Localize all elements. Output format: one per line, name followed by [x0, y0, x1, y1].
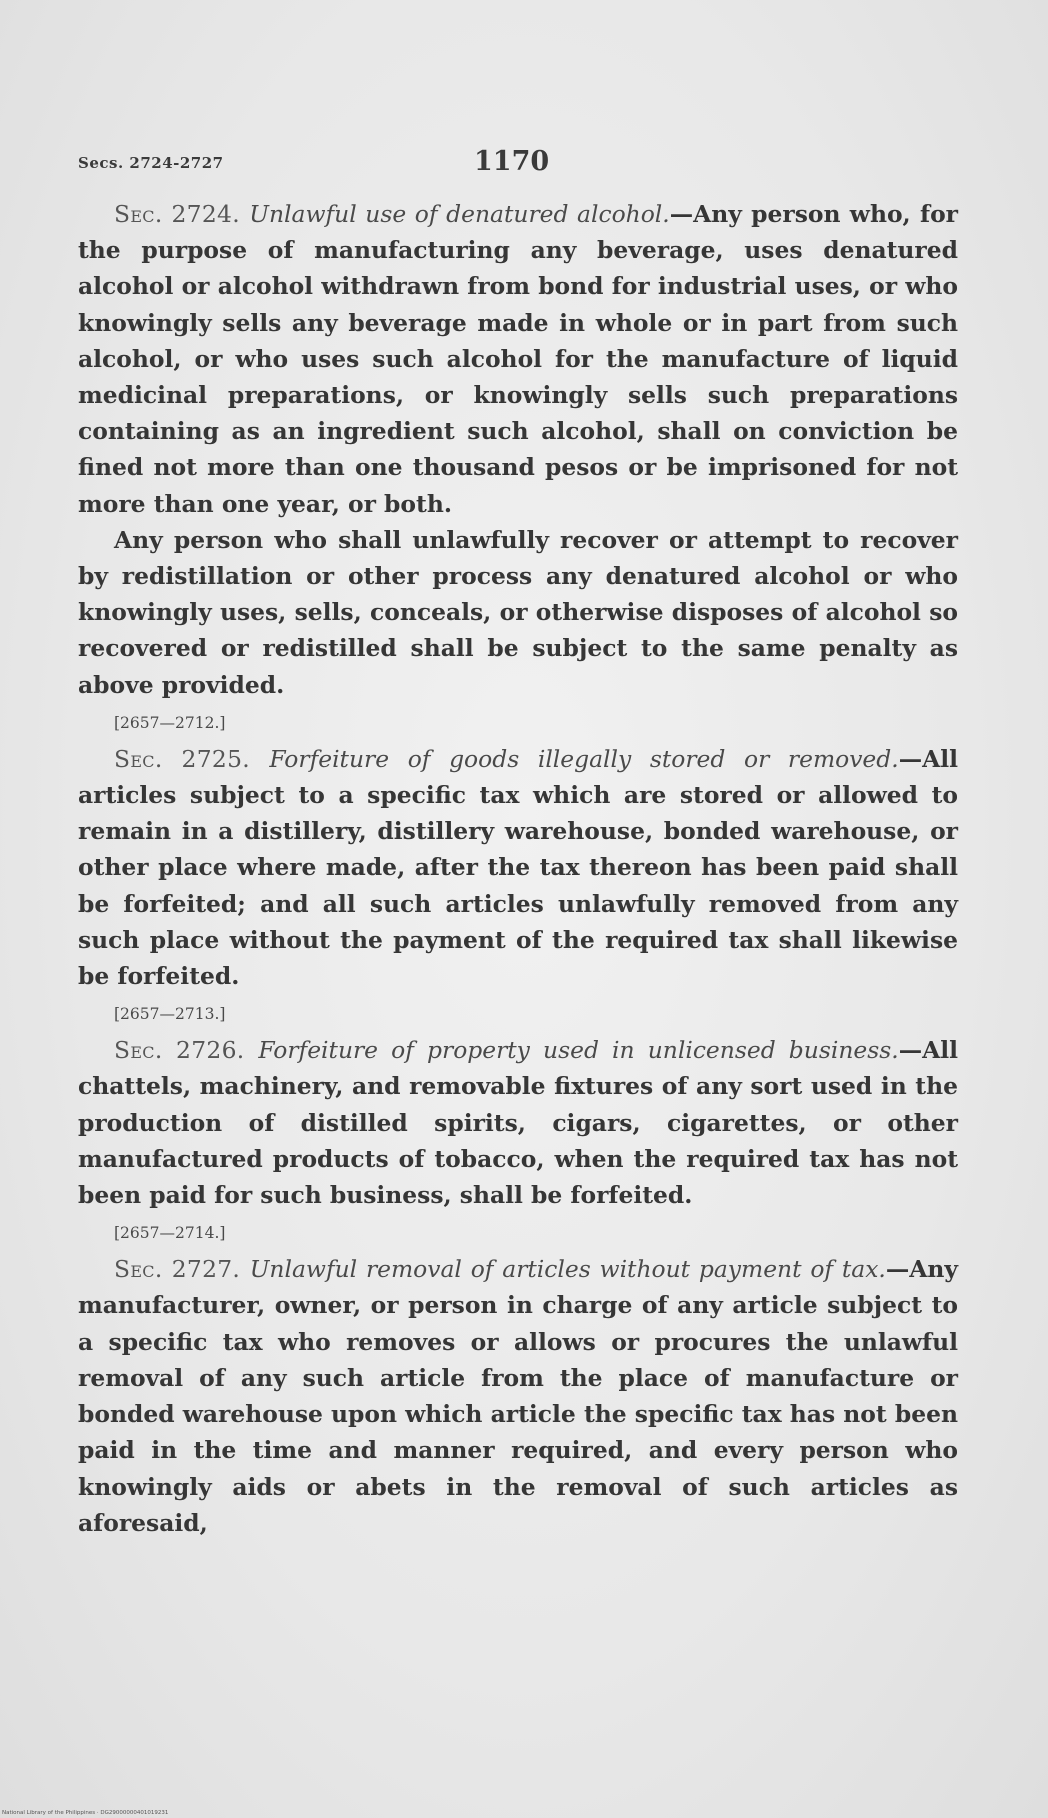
- section-2724-paragraph: [78, 196, 958, 522]
- section-2725-paragraph: [78, 741, 958, 994]
- citation: [2657—2712.]: [114, 713, 226, 732]
- running-head: Secs. 2724-2727: [78, 154, 224, 172]
- section-title: Forfeiture of property used in unlicensed business.: [258, 1036, 899, 1065]
- section-label: Sec. 2724.: [114, 200, 240, 228]
- section-2724-second-paragraph: Any person who shall unlawfully recover or attempt to recover by redistillation or other process any denatured alcohol or who knowingly uses, sells, conceals, or otherwise disposes of alcohol so recovered or redistilled shall be subject to the same penalty as above provided.: [78, 525, 958, 699]
- section-text: —All chattels, machinery, and removable fixtures of any sort used in the production of distilled spirits, cigars, cigarettes, or other manufactured products of tobacco, when the required tax has not been paid for such business, shall be forfeited.: [78, 1036, 958, 1210]
- section-title: Unlawful use of denatured alcohol.: [249, 200, 670, 228]
- body-text: [78, 196, 958, 1541]
- section-text: —Any person who, for the purpose of manufacturing any beverage, uses denatured alcohol or alcohol withdrawn from bond for industrial uses, or who knowingly sells any beverage made in whole or in part from such alcohol, or who uses such alcohol for the manufacture of liquid medicinal preparations, or knowingly sells such preparations containing as an ingredient such alcohol, shall on conviction be fined not more than one thousand pesos or be imprisoned for not more than one year, or both.: [78, 200, 958, 518]
- page-header: [78, 146, 958, 186]
- citation: [2657—2714.]: [114, 1224, 226, 1243]
- section-text: —All articles subject to a specific tax which are stored or allowed to remain in a distillery, distillery warehouse, bonded warehouse, or other place where made, after the tax thereon has been paid shall be forfeited; and all such articles unlawfully removed from any such place without the payment of the required tax shall likewise be forfeited.: [78, 744, 958, 991]
- page-number: 1170: [474, 146, 550, 177]
- section-label: Sec. 2726.: [114, 1036, 245, 1065]
- section-2727-paragraph: [78, 1251, 958, 1541]
- section-label: Sec. 2727.: [114, 1255, 241, 1284]
- section-label: Sec. 2725.: [114, 744, 250, 773]
- section-text: —Any manufacturer, owner, or person in charge of any article subject to a specific tax who removes or allows or procures the unlawful removal of any such article from the place of manufacture or bonded warehouse upon which article the specific tax has not been paid in the time and manner required, and every person who knowingly aids or abets in the removal of such articles as aforesaid,: [78, 1255, 959, 1537]
- footer-credit: National Library of the Philippines · DG29000000401019231: [2, 1810, 169, 1816]
- citation: [2657—2713.]: [114, 1005, 226, 1024]
- section-title: Unlawful removal of articles without payment of tax.: [249, 1255, 886, 1284]
- section-2726-paragraph: [78, 1032, 958, 1213]
- section-title: Forfeiture of goods illegally stored or removed.: [269, 744, 899, 773]
